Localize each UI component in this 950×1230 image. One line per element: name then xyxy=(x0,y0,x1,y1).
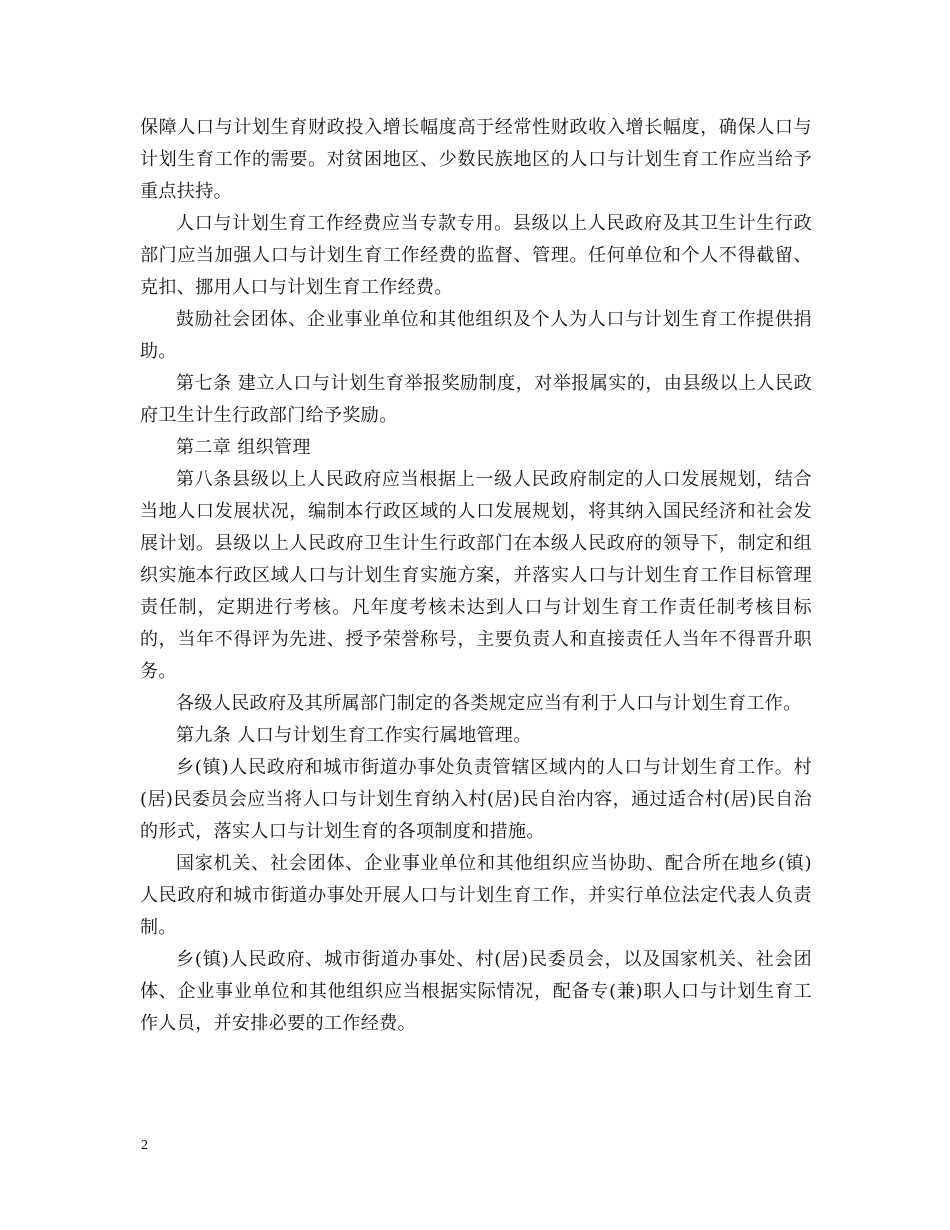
chapter-2-heading: 第二章 组织管理 xyxy=(176,437,311,458)
paragraph-funding-growth: 保障人口与计划生育财政投入增长幅度高于经常性财政收入增长幅度，确保人口与计划生育工作的需要。对贫困地区、少数民族地区的人口与计划生育工作应当给予重点扶持。 xyxy=(140,117,812,202)
paragraph-regulations: 各级人民政府及其所属部门制定的各类规定应当有利于人口与计划生育工作。 xyxy=(176,693,802,714)
paragraph-staffing: 乡(镇)人民政府、城市街道办事处、村(居)民委员会，以及国家机关、社会团体、企业事业单位和其他组织应当根据实际情况，配备专(兼)职人口与计划生育工作人员，并安排必要的工作经费。 xyxy=(140,949,812,1034)
paragraph-organizations-cooperate: 国家机关、社会团体、企业事业单位和其他组织应当协助、配合所在地乡(镇)人民政府和城市街道办事处开展人口与计划生育工作，并实行单位法定代表人负责制。 xyxy=(140,853,812,938)
paragraph-earmarked-funds: 人口与计划生育工作经费应当专款专用。县级以上人民政府及其卫生计生行政部门应当加强人口与计划生育工作经费的监督、管理。任何单位和个人不得截留、克扣、挪用人口与计划生育工作经费。 xyxy=(140,213,812,298)
article-7: 第七条 建立人口与计划生育举报奖励制度，对举报属实的，由县级以上人民政府卫生计生行政部门给予奖励。 xyxy=(140,373,812,426)
paragraph-encourage-donation: 鼓励社会团体、企业事业单位和其他组织及个人为人口与计划生育工作提供捐助。 xyxy=(140,309,812,362)
page-number: 2 xyxy=(141,1138,148,1153)
paragraph-township-responsibility: 乡(镇)人民政府和城市街道办事处负责管辖区域内的人口与计划生育工作。村(居)民委员会应当将人口与计划生育纳入村(居)民自治内容，通过适合村(居)民自治的形式，落实人口与计划生育的各项制度和措施。 xyxy=(140,757,812,842)
article-8: 第八条县级以上人民政府应当根据上一级人民政府制定的人口发展规划，结合当地人口发展状况，编制本行政区域的人口发展规划，将其纳入国民经济和社会发展计划。县级以上人民政府卫生计生行政部门在本级人民政府的领导下，制定和组织实施本行政区域人口与计划生育实施方案，并落实人口与计划生育工作目标管理责任制，定期进行考核。凡年度考核未达到人口与计划生育工作责任制考核目标的，当年不得评为先进、授予荣誉称号，主要负责人和直接责任人当年不得晋升职务。 xyxy=(140,469,812,682)
document-body xyxy=(140,112,812,1040)
article-9: 第九条 人口与计划生育工作实行属地管理。 xyxy=(176,725,532,746)
